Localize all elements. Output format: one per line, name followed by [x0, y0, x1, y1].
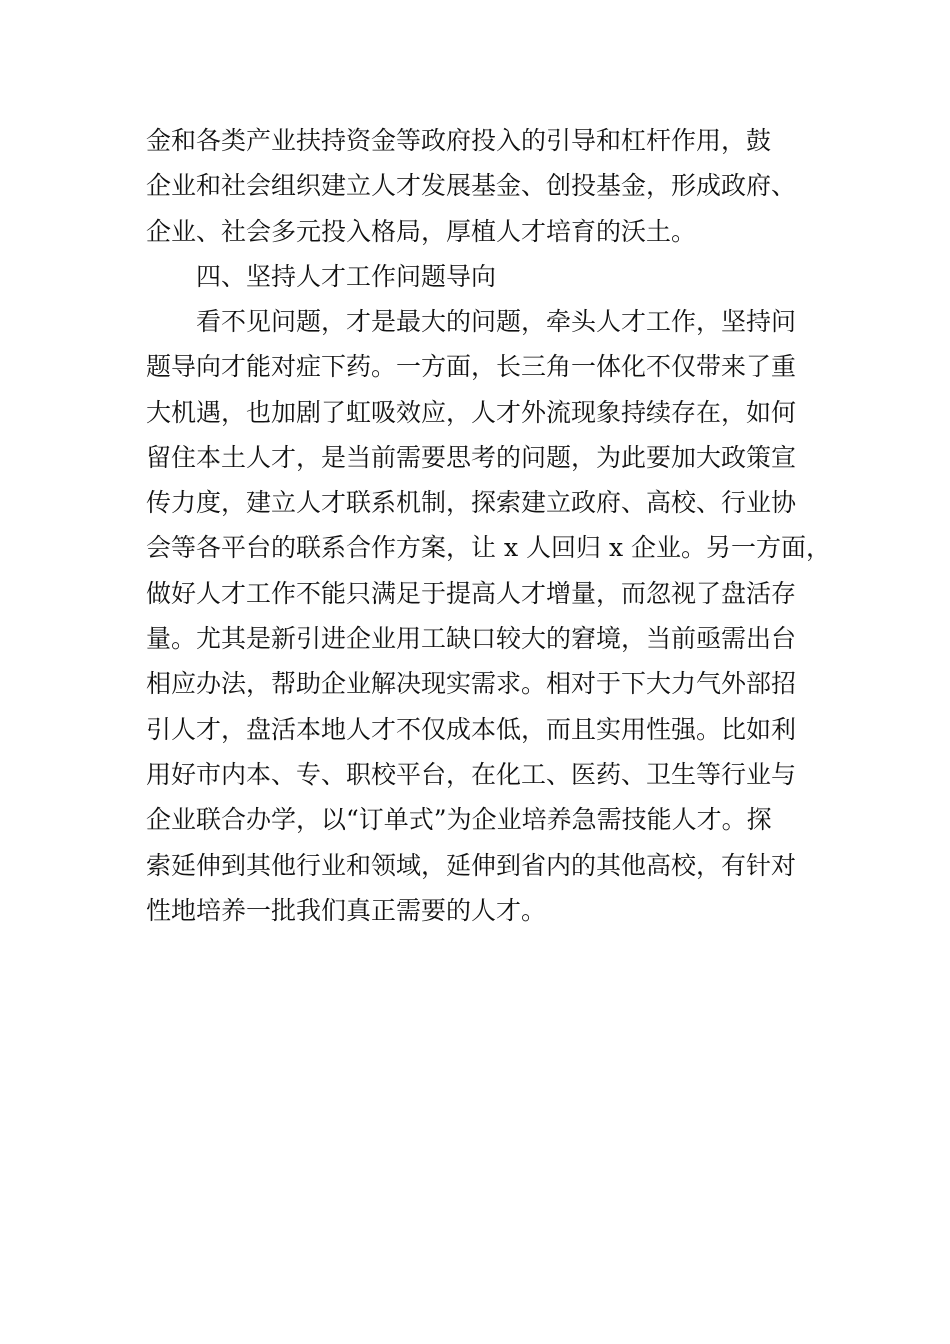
paragraph-line: 金和各类产业扶持资金等政府投入的引导和杠杆作用，鼓	[146, 126, 772, 155]
paragraph-line: 相应办法，帮助企业解决现实需求。相对于下大力气外部招	[146, 669, 797, 699]
paragraph-line: 企业联合办学，以“订单式”为企业培养急需技能人才。探	[146, 805, 772, 835]
paragraph-line: 引人才，盘活本地人才不仅成本低，而且实用性强。比如利	[146, 714, 797, 744]
paragraph-line: 看不见问题，才是最大的问题，牵头人才工作，坚持问	[196, 307, 797, 336]
section-paragraph	[146, 299, 831, 933]
section-heading-text: 四、坚持人才工作问题导向	[196, 262, 497, 291]
paragraph-line: 索延伸到其他行业和领域，延伸到省内的其他高校，有针对	[146, 850, 797, 880]
paragraph-line: 量。尤其是新引进企业用工缺口较大的窘境，当前亟需出台	[146, 624, 797, 654]
paragraph-line: 性地培养一批我们真正需要的人才。	[146, 895, 547, 925]
paragraph-line: 大机遇，也加剧了虹吸效应，人才外流现象持续存在，如何	[146, 397, 797, 427]
continued-paragraph	[146, 118, 816, 254]
paragraph-line: 做好人才工作不能只满足于提高人才增量，而忽视了盘活存	[146, 578, 797, 608]
paragraph-line: 用好市内本、专、职校平台，在化工、医药、卫生等行业与	[146, 759, 797, 789]
section-heading	[196, 254, 866, 299]
paragraph-line: 企业、社会多元投入格局，厚植人才培育的沃土。	[146, 216, 697, 246]
paragraph-line: 传力度，建立人才联系机制，探索建立政府、高校、行业协	[146, 488, 797, 518]
paragraph-line: 留住本土人才，是当前需要思考的问题，为此要加大政策宣	[146, 442, 797, 472]
paragraph-line: 题导向才能对症下药。一方面，长三角一体化不仅带来了重	[146, 352, 797, 382]
paragraph-line: 会等各平台的联系合作方案，让 x 人回归 x 企业。另一方面，	[146, 533, 831, 563]
paragraph-line: 企业和社会组织建立人才发展基金、创投基金，形成政府、	[146, 171, 797, 201]
